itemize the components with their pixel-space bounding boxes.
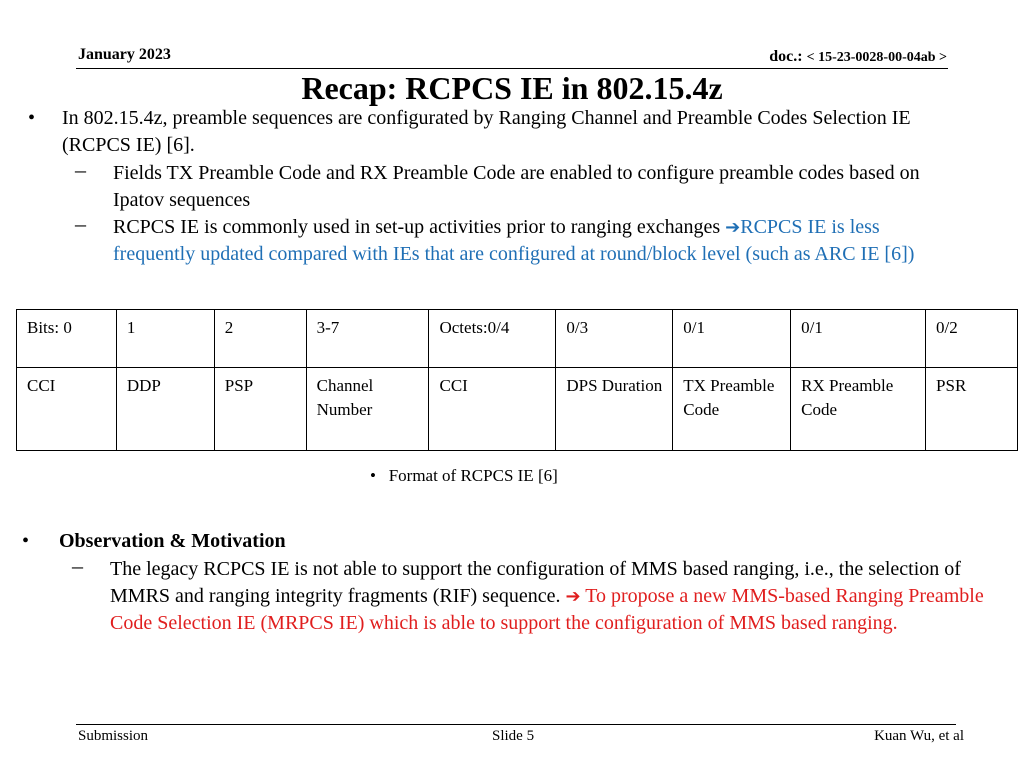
table-cell: 2: [214, 310, 306, 368]
sub-bullet-usage: [75, 211, 963, 268]
doc-label: doc.:: [769, 48, 807, 65]
table-caption: [370, 466, 558, 486]
rcpcs-format-table: [16, 309, 1018, 451]
table-cell: Bits: 0: [17, 310, 117, 368]
dash-marker: –: [72, 553, 83, 578]
table-cell: Channel Number: [306, 368, 429, 451]
bullet-text: In 802.15.4z, preamble sequences are configurated by Ranging Channel and Preamble Codes Selection IE (RCPCS IE) [6].: [62, 107, 911, 156]
bullet-preamble-config: [28, 105, 932, 159]
table-cell: DDP: [116, 368, 214, 451]
table-cell: 0/1: [673, 310, 791, 368]
table-cell: TX Preamble Code: [673, 368, 791, 451]
table-row-fields: [17, 368, 1018, 451]
footer-left: Submission: [78, 728, 149, 744]
table-cell: 0/3: [556, 310, 673, 368]
header-divider: [76, 68, 948, 69]
sub-bullet-text-black: The legacy RCPCS IE is not able to support the configuration of MMS based ranging, i.e., the selection of MMRS and ranging integrity fragments (RIF) sequence.: [110, 558, 961, 607]
table-cell: CCI: [429, 368, 556, 451]
slide-title: Recap: RCPCS IE in 802.15.4z: [301, 70, 723, 106]
table-cell: CCI: [17, 368, 117, 451]
table-cell: PSR: [926, 368, 1018, 451]
table-cell: RX Preamble Code: [791, 368, 926, 451]
table-cell: 1: [116, 310, 214, 368]
table-cell: DPS Duration: [556, 368, 673, 451]
doc-number: < 15-23-0028-00-04ab >: [806, 50, 947, 65]
dash-marker: –: [75, 211, 86, 236]
table-cell: Octets:0/4: [429, 310, 556, 368]
table-row-sizes: [17, 310, 1018, 368]
sub-bullet-text-red: To propose a new MMS-based Ranging Preamble Code Selection IE (MRPCS IE) which is able to support the configuration of MMS based ranging.: [110, 585, 984, 634]
table-cell: PSP: [214, 368, 306, 451]
sub-bullet-text-blue: RCPCS IE is less frequently updated compared with IEs that are configured at round/block level (such as ARC IE [6]): [113, 216, 915, 265]
right-arrow-icon: ➔: [565, 586, 581, 607]
bullet-dot: •: [22, 530, 30, 552]
footer-divider: [76, 724, 956, 725]
sub-bullet-text-black: RCPCS IE is commonly used in set-up activities prior to ranging exchanges: [113, 216, 726, 238]
bullet-dot: •: [28, 107, 36, 129]
caption-text: Format of RCPCS IE [6]: [388, 466, 558, 485]
bullet-observation: [22, 528, 959, 555]
bullet-dot: •: [370, 466, 376, 485]
sub-bullet-text: Fields TX Preamble Code and RX Preamble Code are enabled to configure preamble codes based on Ipatov sequences: [113, 162, 920, 211]
sub-bullet-motivation: [72, 553, 1004, 637]
header-date: January 2023: [78, 46, 171, 63]
sub-bullet-fields: [75, 157, 963, 214]
dash-marker: –: [75, 157, 86, 182]
header-doc-number: [769, 48, 947, 66]
bullet-heading: Observation & Motivation: [59, 530, 286, 552]
right-arrow-icon: ➔: [725, 217, 741, 238]
footer-author: Kuan Wu, et al: [874, 728, 964, 744]
table-cell: 0/1: [791, 310, 926, 368]
table-cell: 0/2: [926, 310, 1018, 368]
footer-slide-number: Slide 5: [492, 728, 535, 744]
table-cell: 3-7: [306, 310, 429, 368]
